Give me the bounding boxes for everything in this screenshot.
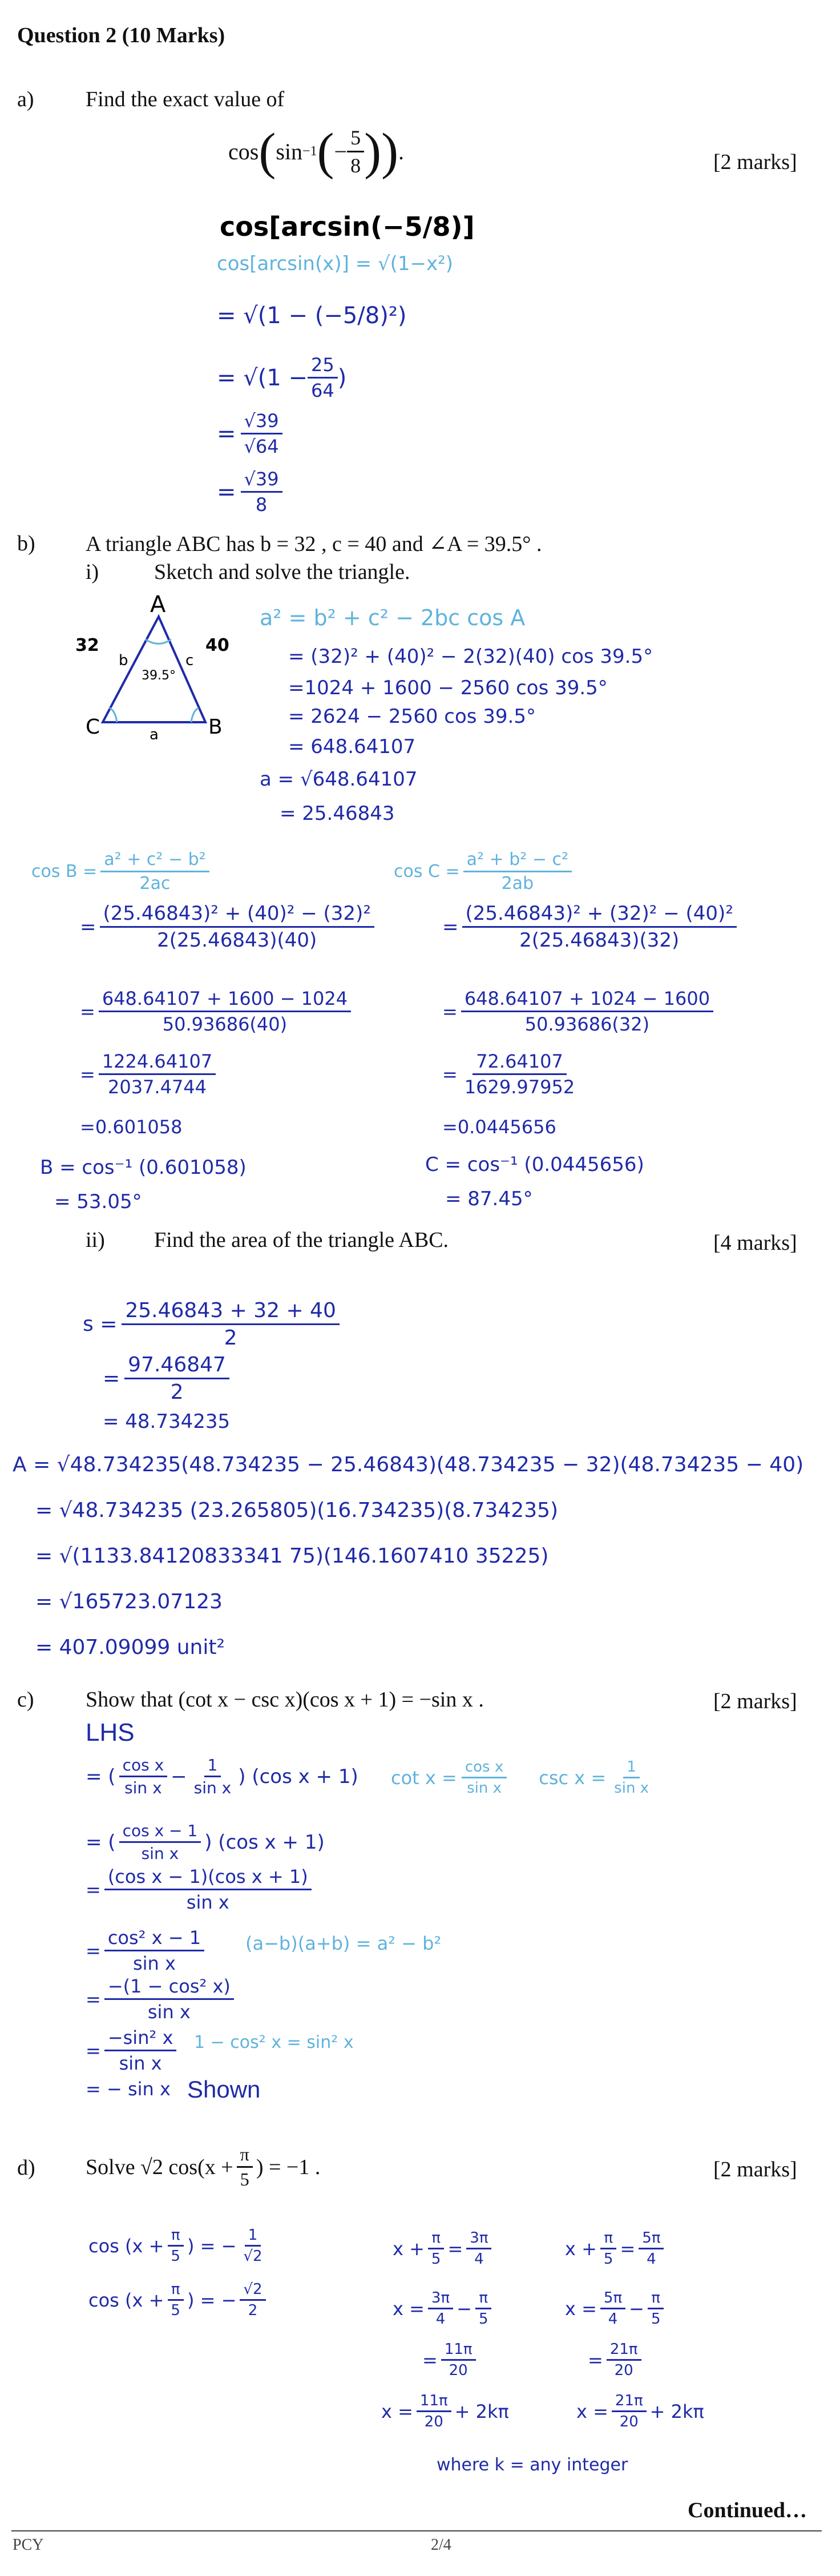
c-step-5 — [86, 1975, 234, 2023]
eq: = — [442, 1000, 458, 1023]
part-a-marks: [2 marks] — [713, 150, 797, 174]
s-label: s = — [83, 1313, 118, 1336]
vertex-b: B — [208, 715, 223, 739]
c1-close: ) (cos x + 1) — [238, 1765, 358, 1788]
a-work-1: cos[arcsin(−5/8)] — [220, 211, 475, 242]
b-step-1: = (32)² + (40)² − 2(32)(40) cos 39.5° — [288, 645, 653, 668]
d-prompt-b: ) = −1 . — [256, 2155, 321, 2179]
d-eq-1 — [88, 2227, 266, 2265]
c-step-6 — [86, 2027, 176, 2074]
q1-b: = — [620, 2237, 636, 2260]
area-step-1: A = √48.734235(48.734235 − 25.46843)(48.734235 − 32)(48.734235 − 40) — [13, 1453, 804, 1476]
r1-a: x + — [393, 2237, 425, 2260]
d1-frac: $\frac{\pi}{5}$ — [167, 2227, 184, 2265]
d-r1 — [393, 2229, 491, 2268]
cosC-formula — [394, 850, 572, 893]
d-r2 — [393, 2289, 491, 2328]
footer-rule — [11, 2530, 822, 2531]
d-eq-2 — [88, 2281, 266, 2319]
q1-rfrac: $\frac{5\pi}{4}$ — [639, 2229, 664, 2268]
part-c-marks: [2 marks] — [713, 1689, 797, 1713]
cosC-step-4: =0.0445656 — [442, 1116, 556, 1138]
area-step-2: = √48.734235 (23.265805)(16.734235)(8.734235) — [35, 1499, 559, 1522]
d2-b: ) = − — [187, 2289, 237, 2311]
area-step-5: = 407.09099 unit² — [35, 1636, 225, 1659]
side-a-label: a — [150, 726, 159, 743]
expr-sup: −1 — [302, 144, 317, 159]
cosB-step-4: =0.601058 — [80, 1116, 183, 1138]
cosC-step-6: = 87.45° — [445, 1188, 533, 1210]
q3-frac: $\frac{21\pi}{20}$ — [607, 2341, 641, 2379]
d2-rfrac: $\frac{√2}{2}$ — [240, 2281, 265, 2319]
continued-label: Continued… — [688, 2498, 807, 2522]
c-note-pyth: 1 − cos² x = sin² x — [194, 2032, 354, 2052]
paren-open-2: ( — [317, 123, 334, 180]
c2-close: ) (cos x + 1) — [204, 1830, 325, 1854]
b-step-5: a = √648.64107 — [260, 768, 418, 791]
s2-frac: $\frac{97.46847}{2}$ — [124, 1353, 229, 1404]
a3-rhs: ) — [337, 364, 347, 391]
a3-frac: $\frac{25}{64}$ — [308, 354, 338, 401]
cosC-label: cos C = — [394, 862, 460, 882]
expr-end: . — [398, 139, 405, 164]
a-note-1: cos[arcsin(x)] = √(1−x²) — [217, 252, 454, 275]
a5-frac: $\frac{√39}{8}$ — [241, 468, 282, 516]
c3-frac: $\frac{\text{(cos x − 1)(cos x + 1)}}{\text{sin x}}$ — [104, 1866, 312, 1913]
a-work-5 — [217, 468, 282, 516]
eq: = — [86, 1878, 101, 1901]
a-work-4 — [217, 410, 282, 457]
eq: = — [80, 915, 96, 939]
r2-m: − — [457, 2297, 472, 2320]
cosB-label: cos B = — [31, 862, 98, 882]
d2-a: cos (x + — [88, 2289, 164, 2311]
note-csc-label: csc x = — [539, 1766, 607, 1789]
part-b-ii-text: Find the area of the triangle ABC. — [154, 1228, 449, 1252]
cosB-step-6: = 53.05° — [54, 1190, 142, 1213]
d-q1 — [565, 2229, 664, 2268]
c-note-diff: (a−b)(a+b) = a² − b² — [245, 1933, 442, 1954]
c-note-defs — [391, 1758, 652, 1797]
side-c-label: c — [185, 652, 194, 669]
a-work-3 — [217, 354, 346, 401]
a5-eq: = — [217, 478, 236, 505]
s1-frac: $\frac{25.46843 + 32 + 40}{2}$ — [122, 1299, 340, 1350]
b-step-2: =1024 + 1600 − 2560 cos 39.5° — [288, 677, 608, 699]
q4-b: + 2kπ — [649, 2400, 704, 2422]
angle-arc-b — [191, 708, 199, 722]
expr-fraction: $\frac{5}{8}$ — [347, 126, 364, 178]
lhs-label: LHS — [86, 1718, 135, 1746]
page-number: 2/4 — [431, 2536, 451, 2554]
part-b-label: b) — [17, 532, 35, 556]
c2-frac: $\frac{\text{cos x − 1}}{\text{sin x}}$ — [119, 1821, 201, 1863]
d-q3 — [588, 2341, 641, 2379]
r3-frac: $\frac{11\pi}{20}$ — [441, 2341, 476, 2379]
expr-sin: sin — [276, 139, 302, 164]
cosB-step-1 — [80, 902, 374, 952]
s-step-1 — [83, 1299, 340, 1350]
part-a-label: a) — [17, 87, 34, 111]
cosC-step-1 — [442, 902, 737, 952]
cB1-frac: $\frac{\text{(25.46843)² + (40)² − (32)²}}{2(25.46843)(40)}$ — [100, 902, 374, 952]
cB2-frac: $\frac{648.64107 + 1600 - 1024}{50.93686(40)}$ — [99, 988, 351, 1035]
expr-cos: cos — [228, 139, 259, 164]
r1-b: = — [447, 2237, 463, 2260]
footer-left: PCY — [13, 2536, 44, 2554]
q4-frac: $\frac{21\pi}{20}$ — [612, 2392, 647, 2430]
q2-frac-b: $\frac{\pi}{5}$ — [648, 2289, 664, 2328]
d-r3 — [422, 2341, 476, 2379]
note-cot-label: cot x = — [391, 1766, 457, 1789]
cosC-step-2 — [442, 988, 713, 1035]
c4-frac: $\frac{\text{cos² x − 1}}{\text{sin x}}$ — [104, 1927, 204, 1974]
eq: = — [80, 1000, 95, 1023]
cC3-frac: $\frac{72.64107}{1629.97952}$ — [464, 1050, 575, 1098]
shown-label: Shown — [187, 2076, 261, 2103]
s-step-3: = 48.734235 — [103, 1410, 231, 1433]
part-d-label: d) — [17, 2156, 35, 2180]
r4-frac: $\frac{11\pi}{20}$ — [417, 2392, 451, 2430]
a4-frac: $\frac{√39}{√64}$ — [241, 410, 282, 457]
cosB-step-2 — [80, 988, 351, 1035]
d2-frac: $\frac{\pi}{5}$ — [167, 2281, 184, 2319]
c-step-7: = − sin x — [86, 2078, 171, 2100]
cC1-frac: $\frac{\text{(25.46843)² + (32)² − (40)²}}{2(25.46843)(32)}$ — [462, 902, 737, 952]
vertex-a: A — [150, 594, 166, 618]
a3-lhs: = √(1 − — [217, 364, 308, 391]
d-r4 — [381, 2392, 509, 2430]
b-step-4: = 648.64107 — [288, 735, 416, 758]
c1-frac-b: $\frac{1}{\text{sin x}}$ — [193, 1756, 232, 1797]
triangle-sketch — [63, 594, 245, 754]
c-step-3 — [86, 1866, 312, 1913]
eq: = — [422, 2349, 438, 2371]
c6-frac: $\frac{\text{−sin² x}}{\text{sin x}}$ — [104, 2027, 177, 2074]
r1-rfrac: $\frac{3\pi}{4}$ — [466, 2229, 491, 2268]
q1-frac: $\frac{\pi}{5}$ — [600, 2229, 617, 2268]
cosC-step-5: C = cos⁻¹ (0.0445656) — [425, 1153, 644, 1176]
d1-b: ) = − — [187, 2235, 237, 2257]
c-step-1 — [86, 1756, 358, 1797]
part-a-expression — [228, 123, 405, 180]
r4-a: x = — [381, 2400, 413, 2422]
d-where: where k = any integer — [437, 2455, 628, 2475]
cC2-frac: $\frac{648.64107 + 1024 - 1600}{50.93686(32)}$ — [461, 988, 713, 1035]
r4-b: + 2kπ — [454, 2400, 509, 2422]
cosC-frac: $\frac{\text{a² + b² − c²}}{2ab}$ — [463, 850, 572, 893]
b-step-3: = 2624 − 2560 cos 39.5° — [288, 705, 536, 728]
c1-open: = ( — [86, 1765, 116, 1788]
eq: = — [442, 915, 459, 939]
part-a-prompt: Find the exact value of — [86, 87, 285, 111]
c-step-4 — [86, 1927, 204, 1974]
part-c-label: c) — [17, 1688, 34, 1712]
law-of-cosines: a² = b² + c² − 2bc cos A — [260, 605, 526, 630]
q4-a: x = — [576, 2400, 608, 2422]
s-step-2 — [103, 1353, 229, 1404]
eq: = — [442, 1063, 458, 1085]
question-title: Question 2 (10 Marks) — [17, 23, 225, 47]
d1-a: cos (x + — [88, 2235, 164, 2257]
q2-m: − — [629, 2297, 644, 2320]
area-step-4: = √165723.07123 — [35, 1590, 223, 1613]
cB3-frac: $\frac{1224.64107}{2037.4744}$ — [99, 1050, 216, 1098]
eq: = — [86, 2039, 101, 2062]
d1-rfrac: $\frac{1}{√2}$ — [243, 2227, 262, 2265]
a-work-2: = √(1 − (−5/8)²) — [217, 303, 407, 329]
part-b-i-text: Sketch and solve the triangle. — [154, 560, 410, 584]
cosB-frac: $\frac{\text{a² + c² − b²}}{2ac}$ — [100, 850, 209, 893]
r2-frac: $\frac{3\pi}{4}$ — [428, 2289, 453, 2328]
r2-a: x = — [393, 2297, 425, 2320]
cosB-formula — [31, 850, 209, 893]
part-d-marks: [2 marks] — [713, 2158, 797, 2181]
angle-label: 39.5° — [142, 669, 176, 683]
eq: = — [86, 1939, 101, 1962]
paren-open: ( — [259, 123, 276, 180]
side-b-label: b — [119, 652, 128, 669]
cosB-step-5: B = cos⁻¹ (0.601058) — [40, 1156, 247, 1179]
paren-close: )) — [364, 123, 399, 180]
side-32: 32 — [75, 635, 99, 655]
angle-arc-c — [110, 708, 117, 722]
expr-minus: − — [334, 139, 348, 164]
r2-frac-b: $\frac{\pi}{5}$ — [475, 2289, 492, 2328]
q1-a: x + — [565, 2237, 597, 2260]
vertex-c: C — [86, 715, 100, 739]
q2-a: x = — [565, 2297, 597, 2320]
note-csc-frac: $\frac{1}{\text{sin x}}$ — [614, 1758, 649, 1797]
cosB-step-3 — [80, 1050, 216, 1098]
part-b-ii-label: ii) — [86, 1228, 105, 1252]
cosC-step-3 — [442, 1050, 578, 1098]
eq: = — [588, 2349, 603, 2371]
eq: = — [80, 1063, 95, 1085]
c2-open: = ( — [86, 1830, 116, 1854]
part-b-marks: [4 marks] — [713, 1231, 797, 1255]
part-b-prompt: A triangle ABC has b = 32 , c = 40 and ∠A = 39.5° . — [86, 532, 542, 556]
part-b-i-label: i) — [86, 560, 99, 584]
angle-arc-a — [146, 639, 171, 644]
c1-frac-a: $\frac{\text{cos x}}{\text{sin x}}$ — [119, 1756, 168, 1797]
b-step-6: = 25.46843 — [280, 802, 395, 825]
q2-frac: $\frac{5\pi}{4}$ — [600, 2289, 625, 2328]
part-c-prompt: Show that (cot x − csc x)(cos x + 1) = −sin x . — [86, 1688, 484, 1712]
eq: = — [86, 1988, 101, 2010]
d-prompt-frac: $\frac{\pi}{5}$ — [237, 2144, 253, 2190]
c1-minus: − — [171, 1765, 187, 1788]
c5-frac: $\frac{\text{−(1 − cos² x)}}{\text{sin x}}$ — [104, 1975, 234, 2023]
note-cot-frac: $\frac{\text{cos x}}{\text{sin x}}$ — [462, 1758, 507, 1797]
side-40: 40 — [205, 635, 229, 655]
a4-eq: = — [217, 420, 236, 447]
eq: = — [103, 1367, 120, 1390]
c-step-2 — [86, 1821, 325, 1863]
part-d-prompt — [86, 2144, 320, 2190]
d-prompt-a: Solve √2 cos(x + — [86, 2155, 233, 2179]
area-step-3: = √(1133.84120833341 75)(146.1607410 35225) — [35, 1544, 549, 1568]
d-q4 — [576, 2392, 704, 2430]
r1-frac: $\frac{\pi}{5}$ — [428, 2229, 445, 2268]
d-q2 — [565, 2289, 664, 2328]
